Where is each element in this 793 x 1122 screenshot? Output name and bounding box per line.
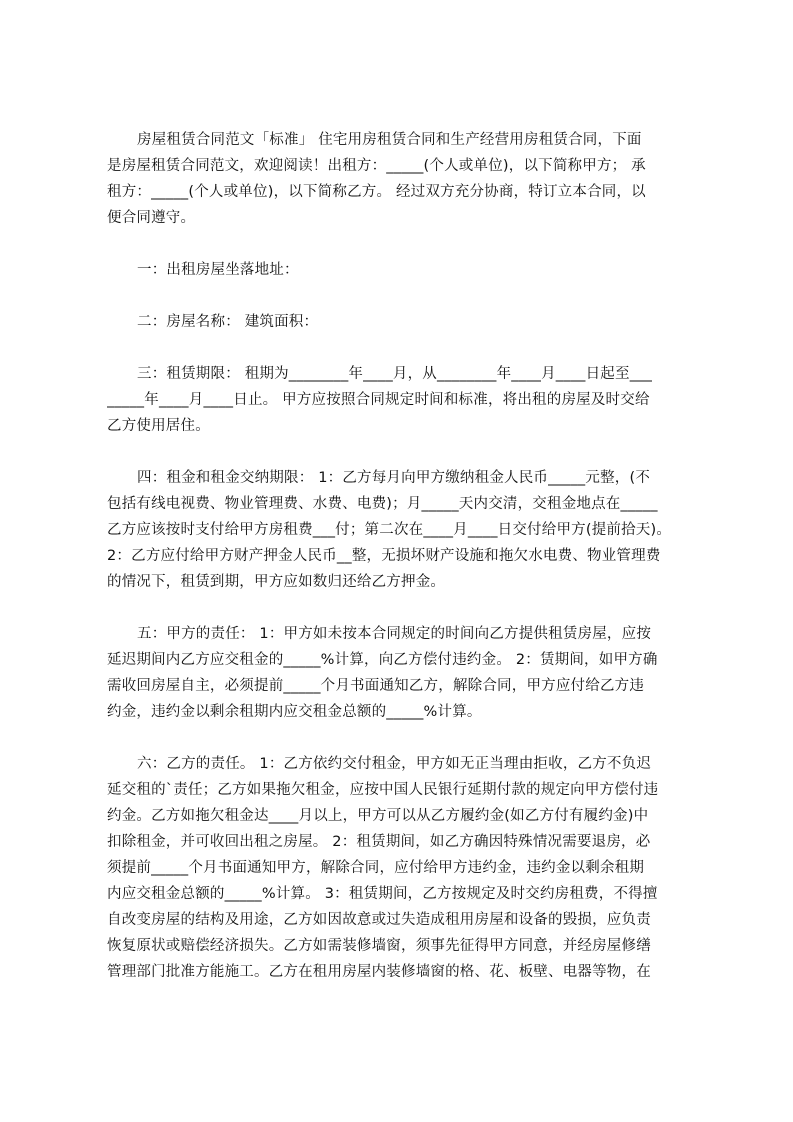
paragraph-gap <box>107 231 700 257</box>
paragraph-line: 2：乙方应付给甲方财产押金人民币__整，无损坏财产设施和拖欠水电费、物业管理费 <box>107 548 661 564</box>
paragraph-line: 三：租赁期限： 租期为________年____月，从________年____月____日起至___ <box>137 366 653 382</box>
paragraph-line: 乙方应该按时支付给甲方房租费___付；第二次在____月____日交付给甲方(提前拾天)。 <box>107 522 672 538</box>
paragraph-line: 管理部门批准方能施工。乙方在租用房屋内装修墙窗的格、花、板壁、电器等物，在 <box>107 964 651 980</box>
section-2-house-name <box>107 309 700 335</box>
paragraph-line: 乙方使用居住。 <box>107 418 210 434</box>
paragraph-line: 房屋租赁合同范文「标准」 住宅用房租赁合同和生产经营用房租赁合同，下面 <box>137 132 642 148</box>
paragraph-gap <box>107 283 700 309</box>
paragraph-line: 约金。乙方如拖欠租金达____月以上，甲方可以从乙方履约金(如乙方付有履约金)中 <box>107 808 649 824</box>
paragraph-gap <box>107 595 700 621</box>
section-5-lessor-duties <box>107 621 700 725</box>
section-heading: 二：房屋名称： 建筑面积： <box>137 314 319 330</box>
paragraph-line: 是房屋租赁合同范文，欢迎阅读！出租方：_____(个人或单位)，以下简称甲方； 承 <box>107 158 646 174</box>
paragraph-line: 延交租的`责任；乙方如果拖欠租金，应按中国人民银行延期付款的规定向甲方偿付违 <box>107 782 659 798</box>
paragraph-line: 租方：_____(个人或单位)，以下简称乙方。 经过双方充分协商，特订立本合同，以 <box>107 184 646 200</box>
paragraph-line: 扣除租金，并可收回出租之房屋。 2：租赁期间，如乙方确因特殊情况需要退房，必 <box>107 834 651 850</box>
section-1-address <box>107 257 700 283</box>
paragraph-line: 延迟期间内乙方应交租金的_____%计算，向乙方偿付违约金。 2：赁期间，如甲方确 <box>107 652 658 668</box>
paragraph-line: 恢复原状或赔偿经济损失。乙方如需装修墙窗，须事先征得甲方同意，并经房屋修缮 <box>107 938 651 954</box>
section-3-lease-term <box>107 361 700 439</box>
paragraph-gap <box>107 725 700 751</box>
paragraph-gap <box>107 335 700 361</box>
section-6-lessee-duties <box>107 751 700 985</box>
paragraph-line: 六：乙方的责任。 1：乙方依约交付租金，甲方如无正当理由拒收，乙方不负迟 <box>137 756 652 772</box>
section-4-rent-payment <box>107 465 700 595</box>
paragraph-line: 自改变房屋的结构及用途，乙方如因故意或过失造成租用房屋和设备的毁损，应负责 <box>107 912 651 928</box>
paragraph-line: 约金，违约金以剩余租期内应交租金总额的_____%计算。 <box>107 704 482 720</box>
paragraph-line: 内应交租金总额的_____%计算。 3：租赁期间，乙方按规定及时交约房租费，不得擅 <box>107 886 658 902</box>
contract-body <box>107 127 700 985</box>
paragraph-line: 四：租金和租金交纳期限： 1：乙方每月向甲方缴纳租金人民币_____元整，(不 <box>137 470 651 486</box>
paragraph-line: _____年____月____日止。 甲方应按照合同规定时间和标准，将出租的房屋及时交给 <box>107 392 650 408</box>
paragraph-line: 须提前_____个月书面通知甲方，解除合同，应付给甲方违约金，违约金以剩余租期 <box>107 860 645 876</box>
paragraph-line: 五：甲方的责任： 1：甲方如未按本合同规定的时间向乙方提供租赁房屋，应按 <box>137 626 652 642</box>
paragraph-line: 的情况下，租赁到期，甲方应如数归还给乙方押金。 <box>107 574 446 590</box>
paragraph-line: 包括有线电视费、物业管理费、水费、电费)；月_____天内交清，交租金地点在_____ <box>107 496 658 512</box>
section-heading: 一：出租房屋坐落地址： <box>137 262 299 278</box>
paragraph-line: 需收回房屋自主，必须提前_____个月书面通知乙方，解除合同，甲方应付给乙方违 <box>107 678 645 694</box>
intro-paragraph <box>107 127 700 231</box>
paragraph-gap <box>107 439 700 465</box>
paragraph-line: 便合同遵守。 <box>107 210 196 226</box>
